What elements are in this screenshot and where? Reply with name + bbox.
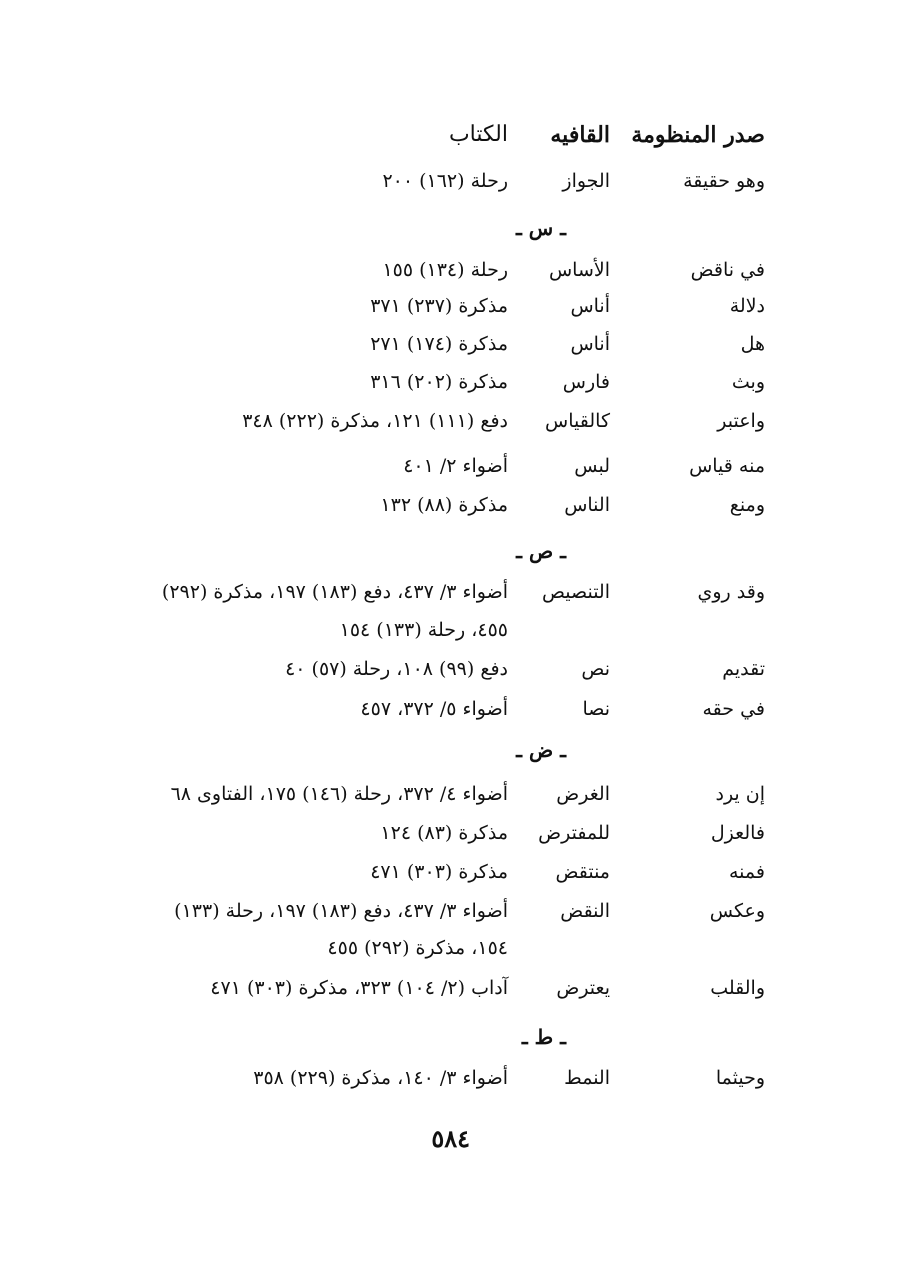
table-row-continuation bbox=[0, 616, 900, 656]
header-poem-start: صدر المنظومة bbox=[631, 122, 765, 148]
poem-start: ومنع bbox=[729, 494, 765, 516]
poem-start: وحيثما bbox=[715, 1067, 765, 1089]
references: أضواء ٥/ ٣٧٢، ٤٥٧ bbox=[360, 698, 508, 720]
poem-start: فمنه bbox=[729, 861, 765, 883]
header-book: الكتاب bbox=[448, 122, 508, 147]
poem-start: تقديم bbox=[722, 658, 765, 680]
references: أضواء ٢/ ٤٠١ bbox=[403, 455, 508, 477]
poem-start: وهو حقيقة bbox=[683, 170, 765, 192]
poem-start: إن يرد bbox=[715, 783, 765, 805]
references-continued: ١٥٤، مذكرة (٢٩٢) ٤٥٥ bbox=[327, 937, 508, 959]
rhyme: يعترض bbox=[556, 977, 610, 999]
references: أضواء ٣/ ١٤٠، مذكرة (٢٢٩) ٣٥٨ bbox=[253, 1067, 508, 1089]
rhyme: كالقياس bbox=[545, 410, 610, 432]
rhyme: الأساس bbox=[548, 259, 610, 281]
table-row-continuation bbox=[0, 934, 900, 974]
rhyme: لبس bbox=[574, 455, 610, 477]
references: رحلة (١٣٤) ١٥٥ bbox=[382, 259, 508, 281]
table-row bbox=[0, 330, 900, 370]
references: مذكرة (٢٠٢) ٣١٦ bbox=[370, 371, 508, 393]
rhyme: التنصيص bbox=[541, 581, 610, 603]
rhyme: النمط bbox=[564, 1067, 610, 1089]
table-row bbox=[0, 695, 900, 735]
references: مذكرة (٨٨) ١٣٢ bbox=[380, 494, 508, 516]
rhyme: الغرض bbox=[556, 783, 610, 805]
poem-start: واعتبر bbox=[717, 410, 765, 432]
section-heading: ـ ط ـ bbox=[521, 1025, 566, 1049]
rhyme: النقض bbox=[560, 900, 610, 922]
references: دفع (١١١) ١٢١، مذكرة (٢٢٢) ٣٤٨ bbox=[242, 410, 508, 432]
references: مذكرة (٣٠٣) ٤٧١ bbox=[370, 861, 508, 883]
rhyme: الناس bbox=[564, 494, 610, 516]
header-rhyme: القافيه bbox=[550, 122, 610, 148]
poem-start: في ناقض bbox=[690, 259, 765, 281]
table-row bbox=[0, 780, 900, 820]
page-number: ٥٨٤ bbox=[431, 1124, 470, 1153]
references: أضواء ٣/ ٤٣٧، دفع (١٨٣) ١٩٧، مذكرة (٢٩٢) bbox=[161, 581, 508, 603]
table-row bbox=[0, 974, 900, 1014]
table-row bbox=[0, 655, 900, 695]
references: مذكرة (١٧٤) ٢٧١ bbox=[370, 333, 508, 355]
poem-start: والقلب bbox=[710, 977, 765, 999]
section-heading: ـ س ـ bbox=[515, 216, 566, 240]
table-row bbox=[0, 1064, 900, 1104]
references-continued: ٤٥٥، رحلة (١٣٣) ١٥٤ bbox=[339, 619, 508, 641]
rhyme: الجواز bbox=[562, 170, 610, 192]
table-row bbox=[0, 167, 900, 207]
poem-start: دلالة bbox=[729, 295, 765, 317]
table-row bbox=[0, 256, 900, 296]
table-row bbox=[0, 368, 900, 408]
poem-start: منه قياس bbox=[689, 455, 765, 477]
table-header bbox=[0, 121, 900, 161]
table-row bbox=[0, 858, 900, 898]
references: أضواء ٣/ ٤٣٧، دفع (١٨٣) ١٩٧، رحلة (١٣٣) bbox=[174, 900, 508, 922]
table-row bbox=[0, 897, 900, 937]
section-heading: ـ ض ـ bbox=[516, 738, 566, 762]
poem-start: فالعزل bbox=[710, 822, 765, 844]
references: مذكرة (٨٣) ١٢٤ bbox=[380, 822, 508, 844]
table-row bbox=[0, 292, 900, 332]
references: رحلة (١٦٢) ٢٠٠ bbox=[382, 170, 508, 192]
rhyme: نص bbox=[581, 658, 610, 680]
section-heading: ـ ص ـ bbox=[516, 539, 566, 563]
rhyme: أناس bbox=[570, 333, 610, 355]
table-row bbox=[0, 578, 900, 618]
references: مذكرة (٢٣٧) ٣٧١ bbox=[370, 295, 508, 317]
table-row bbox=[0, 491, 900, 531]
poem-start: وعكس bbox=[709, 900, 765, 922]
references: آداب (٢/ ١٠٤) ٣٢٣، مذكرة (٣٠٣) ٤٧١ bbox=[210, 977, 508, 999]
rhyme: فارس bbox=[562, 371, 610, 393]
poem-start: في حقه bbox=[702, 698, 765, 720]
rhyme: نصا bbox=[582, 698, 610, 720]
poem-start: هل bbox=[740, 333, 765, 355]
table-row bbox=[0, 407, 900, 447]
poem-start: وبث bbox=[731, 371, 765, 393]
references: أضواء ٤/ ٣٧٢، رحلة (١٤٦) ١٧٥، الفتاوى ٦٨ bbox=[170, 783, 508, 805]
table-row bbox=[0, 452, 900, 492]
rhyme: منتقض bbox=[555, 861, 610, 883]
table-row bbox=[0, 819, 900, 859]
poem-start: وقد روي bbox=[697, 581, 765, 603]
rhyme: أناس bbox=[570, 295, 610, 317]
rhyme: للمفترض bbox=[538, 822, 610, 844]
references: دفع (٩٩) ١٠٨، رحلة (٥٧) ٤٠ bbox=[285, 658, 508, 680]
